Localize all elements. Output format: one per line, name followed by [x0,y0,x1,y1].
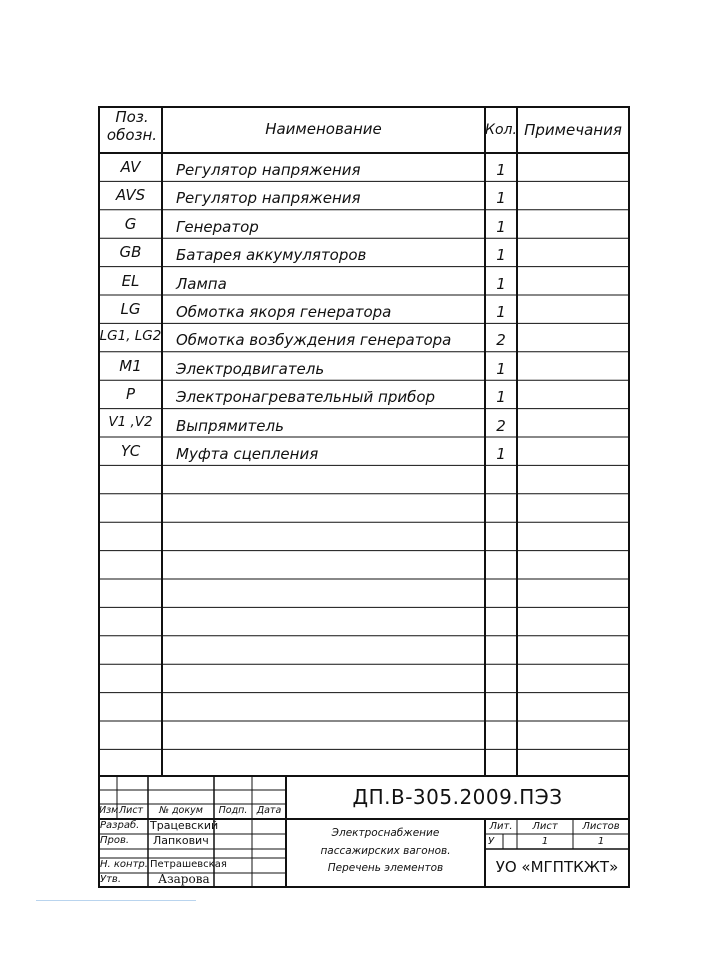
row-position: LG [120,300,141,318]
row-position: M1 [119,356,142,375]
col-doc: № докум [159,805,203,816]
doc-title-line1: Электроснабжение [331,827,440,839]
col-list: Лист [119,805,144,816]
row-quantity: 2 [496,416,506,435]
lit-header: Лит. [489,821,513,832]
row-position: GB [119,243,142,262]
doc-title-line3: Перечень элементов [327,862,444,874]
row-quantity: 1 [496,303,506,321]
row-position: V1 ,V2 [108,413,153,430]
row-name: Обмотка якоря генератора [176,303,392,321]
row-quantity: 1 [496,189,506,208]
col-date: Дата [256,805,282,816]
row-position: EL [121,271,140,290]
row-name: Регулятор напряжения [176,161,361,179]
lit-value: У [488,836,495,847]
header-name: Наименование [265,120,382,138]
doc-title-line2: пассажирских вагонов. [320,845,451,857]
header-pos-line2: обозн. [106,126,158,144]
role-utv-label: Утв. [100,874,121,885]
role-utv-name: Азарова [158,872,210,886]
row-name: Выпрямитель [176,416,284,435]
row-position: AV [120,158,141,176]
row-quantity: 2 [496,331,506,350]
row-position: AVS [115,186,146,205]
sheet-value: 1 [541,836,549,847]
row-position: G [124,214,137,233]
role-nkontr-name: Петрашевская [150,859,227,870]
row-quantity: 1 [496,359,506,378]
sheets-header: Листов [582,821,620,832]
row-quantity: 1 [496,445,506,463]
header-qty: Кол. [485,122,517,138]
role-prov-name: Лапкович [153,834,209,847]
row-name: Генератор [176,217,259,236]
row-name: Электродвигатель [176,359,325,378]
scan-artifact-line [36,900,196,901]
row-quantity: 1 [496,274,506,293]
row-quantity: 1 [496,217,506,236]
role-prov-label: Пров. [100,835,130,846]
organization: УО «МГПТКЖТ» [495,858,619,876]
row-name: Электронагревательный прибор [176,388,436,407]
role-razrab-label: Разраб. [100,820,140,831]
row-position: YC [120,442,141,460]
role-razrab-name: Трацевский [150,819,219,832]
row-position: LG1, LG2 [99,328,162,345]
row-name: Батарея аккумуляторов [176,246,367,265]
col-sign: Подп. [218,805,248,816]
header-pos-line1: Поз. [115,108,149,126]
document-designation: ДП.В-305.2009.ПЭЗ [352,785,563,809]
sheets-value: 1 [597,836,605,847]
row-position: P [125,385,136,404]
row-quantity: 1 [496,161,506,179]
row-name: Муфта сцепления [176,445,319,463]
row-quantity: 1 [496,246,506,265]
sheet-header: Лист [532,821,558,832]
col-izm: Изм [99,805,119,816]
row-name: Лампа [176,274,227,293]
role-nkontr-label: Н. контр. [100,859,148,870]
header-note: Примечания [524,121,622,139]
row-quantity: 1 [496,388,506,407]
row-name: Регулятор напряжения [176,189,361,208]
row-name: Обмотка возбуждения генератора [176,331,452,350]
